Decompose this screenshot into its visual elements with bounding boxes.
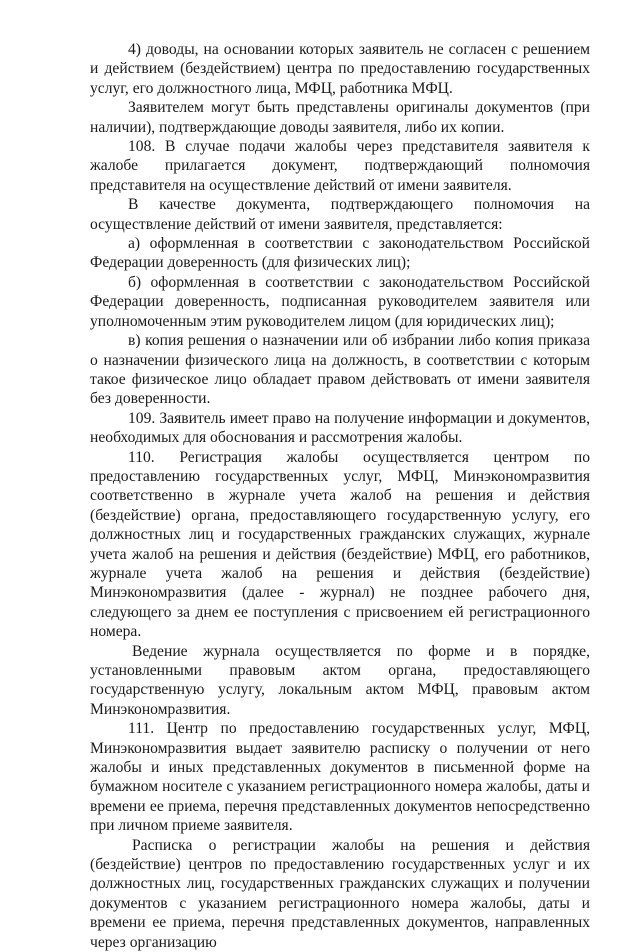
paragraph-108: 108. В случае подачи жалобы через представителя заявителя к жалобе прилагается документ, подтверждающий полномочия представителя на осуществление действий от имени заявителя. xyxy=(90,138,590,194)
paragraph-109: 109. Заявитель имеет право на получение информации и документов, необходимых для обоснования и рассмотрения жалобы. xyxy=(90,409,590,447)
paragraph-authority-doc: В качестве документа, подтверждающего полномочия на осуществление действий от имени заявителя, представляется: xyxy=(90,196,590,233)
paragraph-a: а) оформленная в соответствии с законодательством Российской Федерации доверенность (для физических лиц); xyxy=(90,235,590,272)
paragraph-item-4: 4) доводы, на основании которых заявитель не согласен с решением и действием (бездействием) центра по предоставлению государственных услуг, его должностного лица, МФЦ, работника МФЦ. xyxy=(90,41,590,97)
paragraph-v: в) копия решения о назначении или об избрании либо копия приказа о назначении физического лица на должность, в соответствии с которым такое физическое лицо обладает правом действовать от имени заявителя без доверенности. xyxy=(90,332,590,408)
paragraph-110: 110. Регистрация жалобы осуществляется центром по предоставлению государственных услуг, МФЦ, Минэкономразвития соответственно в журнале учета жалоб на решения и действия (бездействие) органа, предоставляющего государственную услугу, его должностных лиц и государственных гражданских служащих, журнале учета жалоб на решения и действия (бездействие) МФЦ, его работников, журнале учета жалоб на решения и действия (бездействие) Минэкономразвития (далее - журнал) не позднее рабочего дня, следующего за днем ее поступления с присвоением ей регистрационного номера. xyxy=(90,448,590,641)
paragraph-b: б) оформленная в соответствии с законодательством Российской Федерации доверенность, подписанная руководителем заявителя или уполномоченным этим руководителем лицом (для юридических лиц); xyxy=(90,273,590,330)
paragraph-111: 111. Центр по предоставлению государственных услуг, МФЦ, Минэкономразвития выдает заявителю расписку о получении от него жалобы и иных представленных документов в письменной форме на бумажном носителе с указанием регистрационного номера жалобы, даты и времени ее приема, перечня представленных документов непосредственно при личном приеме заявителя. xyxy=(90,720,590,835)
paragraph-journal: Ведение журнала осуществляется по форме и в порядке, установленными правовым актом органа, предоставляющего государственную услугу, локальным актом МФЦ, правовым актом Минэкономразвития. xyxy=(90,642,590,718)
paragraph-receipt: Расписка о регистрации жалобы на решения и действия (бездействие) центров по предоставлению государственных услуг и их должностных лиц, государственных гражданских служащих и получении документов с указанием регистрационного номера жалобы, даты и времени ее приема, перечня представленных документов, направленных через организацию xyxy=(90,836,590,951)
paragraph-originals: Заявителем могут быть представлены оригиналы документов (при наличии), подтверждающие доводы заявителя, либо их копии. xyxy=(90,99,590,136)
document-page xyxy=(90,40,590,952)
